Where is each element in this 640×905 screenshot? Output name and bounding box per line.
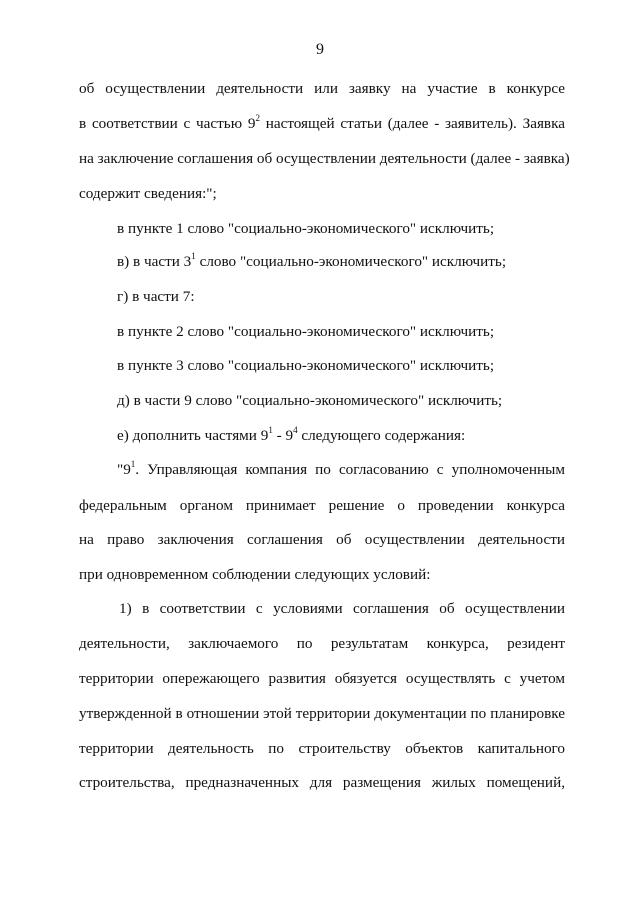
text-line: г) в части 7: [117,288,195,305]
text-line: федеральным органом принимает решение о проведении конкурса [79,497,565,514]
text-line: деятельности, заключаемого по результатам конкурса, резидент [79,635,565,652]
text-line: утвержденной в отношении этой территории документации по планировке [79,705,565,722]
text-line: территории опережающего развития обязуется осуществлять с учетом [79,670,565,687]
text-line: е) дополнить частями $9^1 - 9^4$ следующего содержания: [117,424,466,444]
text-line: 1) в соответствии с условиями соглашения об осуществлении [119,600,565,617]
text-line: в пункте 3 слово "социально-экономического" исключить; [117,357,495,374]
text-line: содержит сведения:"; [79,185,217,202]
text-line: при одновременном соблюдении следующих условий: [79,566,431,583]
text-line: в пункте 1 слово "социально-экономического" исключить; [117,220,495,237]
text-line: "$9^1$. Управляющая компания по согласованию с уполномоченным [117,458,565,478]
text-line: на заключение соглашения об осуществлении деятельности (далее - заявка) [79,150,570,167]
text-line: в соответствии с частью $9^2$ настоящей статьи (далее - заявитель). Заявка [79,112,565,132]
text-line: д) в части 9 слово "социально-экономического" исключить; [117,392,503,409]
text-line: территории деятельность по строительству объектов капитального [79,740,565,757]
text-line: в пункте 2 слово "социально-экономического" исключить; [117,323,495,340]
text-line: на право заключения соглашения об осуществлении деятельности [79,531,565,548]
text-line: строительства, предназначенных для размещения жилых помещений, [79,774,565,791]
text-line: в) в части $3^1$ слово "социально-экономического" исключить; [117,250,507,270]
text-line: об осуществлении деятельности или заявку на участие в конкурсе [79,80,565,97]
page-number: 9 [316,41,324,58]
